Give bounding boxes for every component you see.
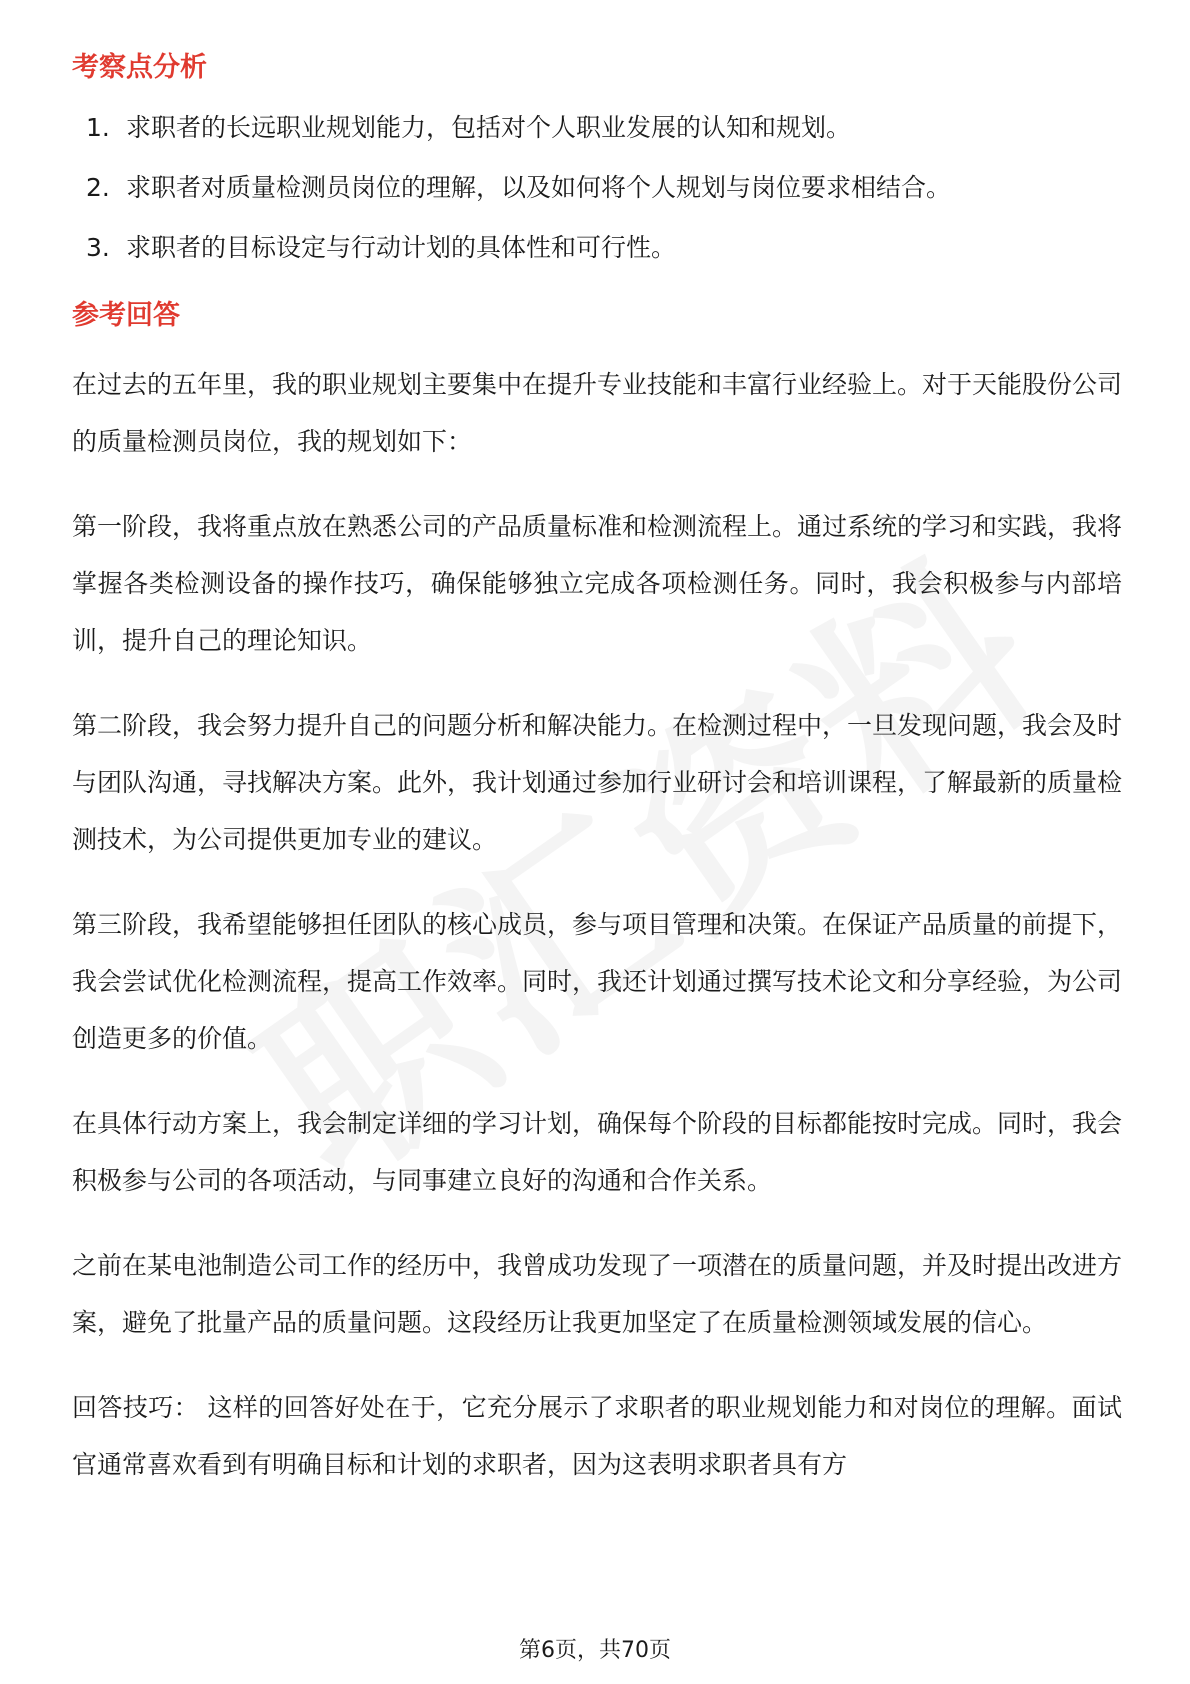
page-content xyxy=(72,48,1122,1493)
paragraph: 第一阶段，我将重点放在熟悉公司的产品质量标准和检测流程上。通过系统的学习和实践，我将掌握各类检测设备的操作技巧，确保能够独立完成各项检测任务。同时，我会积极参与内部培训，提升自己的理论知识。 xyxy=(72,512,1123,655)
paragraph: 之前在某电池制造公司工作的经历中，我曾成功发现了一项潜在的质量问题，并及时提出改进方案，避免了批量产品的质量问题。这段经历让我更加坚定了在质量检测领域发展的信心。 xyxy=(72,1251,1123,1337)
list-item-number: 1. xyxy=(86,113,110,142)
list-item xyxy=(72,228,1122,268)
analysis-list xyxy=(72,108,1122,268)
list-item xyxy=(72,108,1122,148)
list-item-number: 3. xyxy=(86,233,110,262)
section-title-reference-answer: 参考回答 xyxy=(72,300,180,331)
list-item-text: 求职者的目标设定与行动计划的具体性和可行性。 xyxy=(126,233,677,262)
paragraph: 在过去的五年里，我的职业规划主要集中在提升专业技能和丰富行业经验上。对于天能股份公司的质量检测员岗位，我的规划如下： xyxy=(72,370,1123,456)
page-number-footer: 第6页，共70页 xyxy=(519,1638,671,1663)
paragraph: 第二阶段，我会努力提升自己的问题分析和解决能力。在检测过程中，一旦发现问题，我会及时与团队沟通，寻找解决方案。此外，我计划通过参加行业研讨会和培训课程，了解最新的质量检测技术，为公司提供更加专业的建议。 xyxy=(72,711,1123,854)
paragraph: 在具体行动方案上，我会制定详细的学习计划，确保每个阶段的目标都能按时完成。同时，我会积极参与公司的各项活动，与同事建立良好的沟通和合作关系。 xyxy=(72,1109,1123,1195)
paragraph: 第三阶段，我希望能够担任团队的核心成员，参与项目管理和决策。在保证产品质量的前提下，我会尝试优化检测流程，提高工作效率。同时，我还计划通过撰写技术论文和分享经验，为公司创造更多的价值。 xyxy=(72,910,1123,1053)
list-item-number: 2. xyxy=(86,173,110,202)
list-item xyxy=(72,168,1122,208)
list-item-text: 求职者的长远职业规划能力，包括对个人职业发展的认知和规划。 xyxy=(126,113,852,142)
paragraph-answer-tips: 回答技巧： 这样的回答好处在于，它充分展示了求职者的职业规划能力和对岗位的理解。面试官通常喜欢看到有明确目标和计划的求职者，因为这表明求职者具有方 xyxy=(72,1393,1122,1479)
section-title-analysis: 考察点分析 xyxy=(72,52,207,83)
list-item-text: 求职者对质量检测员岗位的理解，以及如何将个人规划与岗位要求相结合。 xyxy=(126,173,952,202)
